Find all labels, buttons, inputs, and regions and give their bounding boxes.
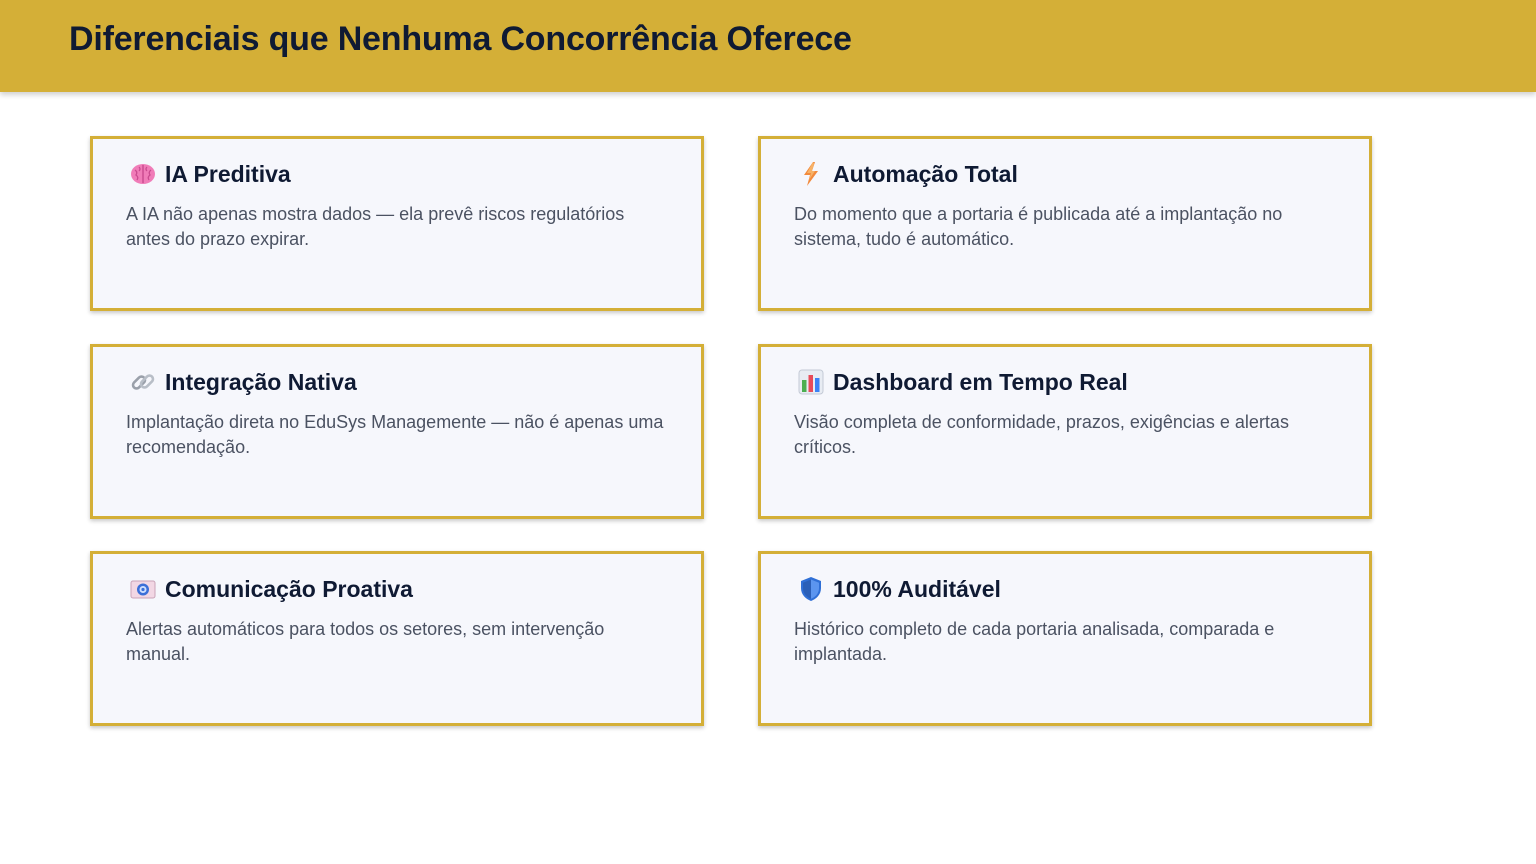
card-description: Histórico completo de cada portaria analisada, comparada e implantada. (794, 619, 1275, 664)
card-title: IA Preditiva (165, 160, 291, 187)
lightning-icon (797, 160, 825, 188)
card-title: Integração Nativa (165, 368, 357, 395)
card-title: Dashboard em Tempo Real (833, 368, 1128, 395)
card-heading (129, 574, 413, 604)
feature-card-auditavel (758, 551, 1372, 726)
card-heading (129, 367, 357, 397)
page-title: Diferenciais que Nenhuma Concorrência Oferece (69, 20, 852, 58)
link-icon (129, 368, 157, 396)
card-description: Implantação direta no EduSys Managemente — não é apenas uma recomendação. (126, 412, 664, 457)
shield-icon (797, 575, 825, 603)
feature-card-automacao-total (758, 136, 1372, 311)
card-description: Do momento que a portaria é publicada até a implantação no sistema, tudo é automático. (794, 204, 1283, 249)
card-description: Alertas automáticos para todos os setores, sem intervenção manual. (126, 619, 605, 664)
card-title: Automação Total (833, 160, 1018, 187)
feature-card-comunicacao-proativa (90, 551, 704, 726)
card-heading (797, 574, 1001, 604)
feature-card-ia-preditiva (90, 136, 704, 311)
card-description: A IA não apenas mostra dados — ela prevê riscos regulatórios antes do prazo expirar. (126, 204, 625, 249)
card-title: 100% Auditável (833, 575, 1001, 602)
card-heading (129, 159, 291, 189)
card-heading (797, 367, 1128, 397)
feature-card-dashboard-tempo-real (758, 344, 1372, 519)
bar-chart-icon (797, 368, 825, 396)
brain-icon (129, 160, 157, 188)
header-bar (0, 0, 1536, 92)
card-title: Comunicação Proativa (165, 575, 413, 602)
feature-card-integracao-nativa (90, 344, 704, 519)
card-heading (797, 159, 1018, 189)
card-description: Visão completa de conformidade, prazos, exigências e alertas críticos. (794, 412, 1289, 457)
envelope-icon (129, 575, 157, 603)
